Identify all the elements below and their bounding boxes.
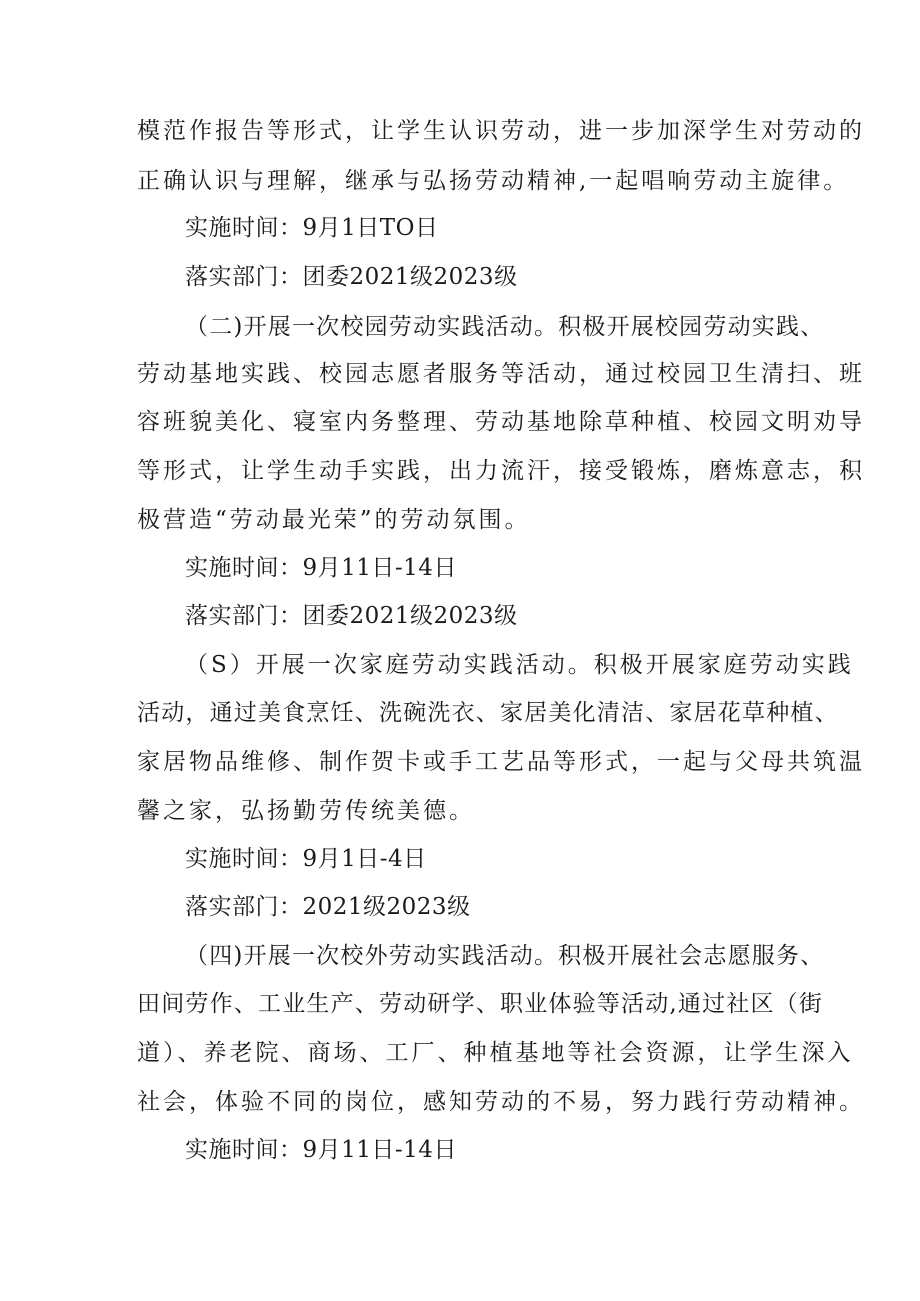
paragraph-2-line-2: 劳动基地实践、校园志愿者服务等活动，通过校园卫生清扫、班: [137, 361, 865, 387]
paragraph-2-line-5: 极营造“劳动最光荣”的劳动氛围。: [137, 507, 531, 533]
paragraph-2-line-1: （二)开展一次校园劳动实践活动。积极开展校园劳动实践、: [185, 314, 825, 340]
item-2-time: 实施时间：9月11日-14日: [185, 555, 457, 581]
paragraph-4-line-2: 田间劳作、工业生产、劳动研学、职业体验等活动,通过社区（街: [137, 991, 824, 1017]
item-1-time: 实施时间：9月1日TO日: [185, 215, 439, 241]
item-2-department: 落实部门：团委2021级2023级: [185, 603, 518, 629]
paragraph-4-line-1: （四)开展一次校外劳动实践活动。积极开展社会志愿服务、: [185, 943, 825, 969]
paragraph-1-line-1: 模范作报告等形式，让学生认识劳动，进一步加深学生对劳动的: [137, 118, 865, 144]
item-1-department: 落实部门：团委2021级2023级: [185, 264, 518, 290]
item-3-time: 实施时间：9月1日-4日: [185, 846, 427, 872]
paragraph-4-line-3: 道）、养老院、商场、工厂、种植基地等社会资源，让学生深入: [137, 1040, 854, 1066]
paragraph-3-line-1: （S）开展一次家庭劳动实践活动。积极开展家庭劳动实践: [185, 652, 854, 678]
paragraph-4-line-4: 社会，体验不同的岗位，感知劳动的不易，努力践行劳动精神。: [137, 1089, 865, 1115]
paragraph-1-line-2: 正确认识与理解，继承与弘扬劳动精神,一起唱响劳动主旋律。: [137, 168, 850, 194]
paragraph-3-line-2: 活动，通过美食烹饪、洗碗洗衣、家居美化清洁、家居花草种植、: [137, 700, 839, 726]
paragraph-3-line-3: 家居物品维修、制作贺卡或手工艺品等形式，一起与父母共筑温: [137, 749, 865, 775]
paragraph-2-line-3: 容班貌美化、寝室内务整理、劳动基地除草种植、校园文明劝导: [137, 409, 865, 435]
paragraph-2-line-4: 等形式，让学生动手实践，出力流汗，接受锻炼，磨炼意志，积: [137, 458, 865, 484]
item-4-time: 实施时间：9月11日-14日: [185, 1137, 457, 1163]
item-3-department: 落实部门：2021级2023级: [185, 894, 471, 920]
paragraph-3-line-4: 馨之家，弘扬勤劳传统美德。: [137, 798, 475, 824]
